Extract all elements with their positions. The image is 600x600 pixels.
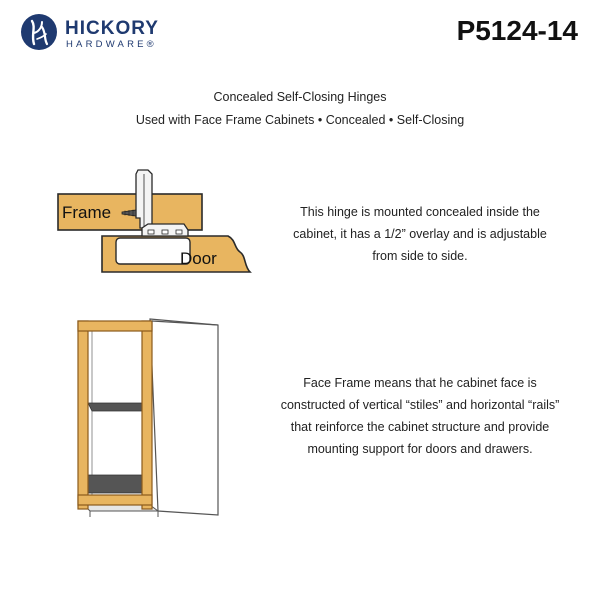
face-frame-description-line: constructed of vertical “stiles” and horizontal “rails” bbox=[280, 398, 560, 412]
product-title: Concealed Self-Closing Hinges bbox=[213, 90, 387, 104]
bottom-shelf bbox=[88, 475, 148, 493]
face-frame-description-line: mounting support for doors and drawers. bbox=[307, 442, 533, 456]
face-frame-left-stile bbox=[78, 321, 88, 509]
face-frame-description-line: that reinforce the cabinet structure and provide bbox=[290, 420, 550, 434]
hinge-cup-recess bbox=[116, 238, 190, 264]
product-sku: P5124-14 bbox=[456, 15, 578, 46]
hinge-description-line: from side to side. bbox=[372, 249, 468, 263]
cabinet-side-panel bbox=[150, 319, 218, 515]
hinge-description-line: cabinet, it has a 1/2” overlay and is adjustable bbox=[293, 227, 547, 241]
hinge-diagram bbox=[52, 168, 252, 278]
middle-shelf bbox=[88, 403, 148, 411]
frame-label: Frame bbox=[62, 203, 112, 222]
brand-logo bbox=[20, 13, 170, 53]
hinge-description-line: This hinge is mounted concealed inside the bbox=[300, 205, 540, 219]
hickory-logo-icon bbox=[20, 13, 58, 51]
door-label: Door bbox=[180, 249, 217, 268]
product-subtitle: Used with Face Frame Cabinets • Concealed • Self-Closing bbox=[135, 113, 465, 127]
header bbox=[0, 0, 600, 70]
face-frame-description bbox=[260, 372, 580, 460]
face-frame-description-line: Face Frame means that he cabinet face is bbox=[303, 376, 537, 390]
hinge-description bbox=[260, 201, 580, 267]
face-frame-right-stile bbox=[142, 321, 152, 509]
brand-name: HICKORY bbox=[65, 18, 159, 39]
face-frame-bottom-rail bbox=[78, 495, 152, 505]
face-frame-top-rail bbox=[78, 321, 152, 331]
face-frame-cabinet-diagram bbox=[70, 315, 230, 525]
brand-subtitle: HARDWARE® bbox=[66, 39, 157, 50]
